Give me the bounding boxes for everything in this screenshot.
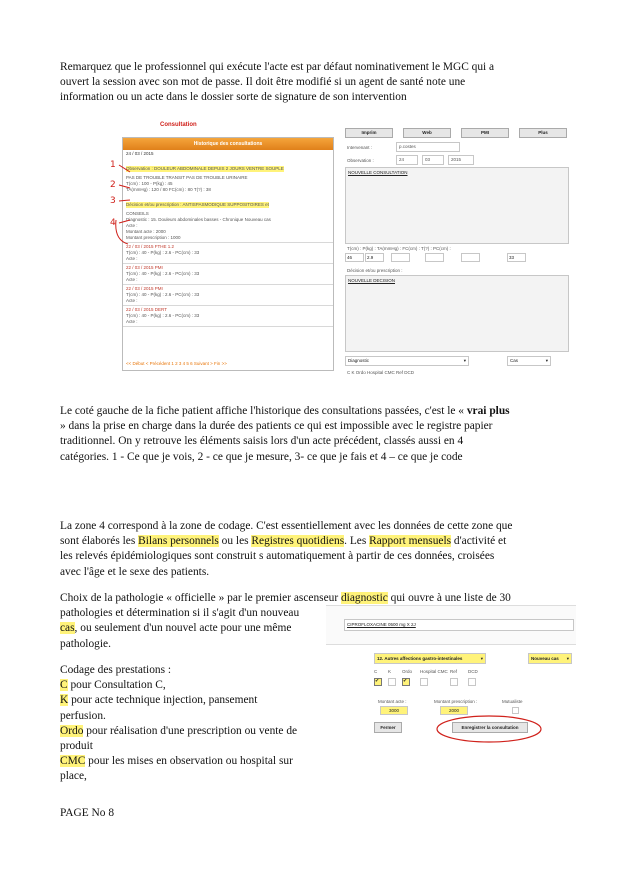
para2-part-a: Le coté gauche de la fiche patient affiche l'historique des consultations passées, c'est le « [60,405,467,417]
codage-title: Codage des prestations : [60,664,172,676]
history-entry-line: Acte : [126,256,138,261]
code-label: C [374,669,378,674]
para3-text: . Les [344,535,370,548]
toolbar-button[interactable]: PMI [461,128,509,138]
history-panel-title: Historique des consultations [123,138,333,150]
date-month[interactable]: 03 [422,155,444,165]
history-entry-line: T(cm) : 40 - P(kg) : 2.6 - PC(cm) : 33 [126,292,200,297]
intro-line-1: Remarquez que le professionnel qui exécute l'acte est par défaut nominativement le MGC qui a [60,61,495,73]
diagnostic-select[interactable] [345,356,469,366]
date-year[interactable]: 2015 [448,155,474,165]
montant-acte-label: Montant acte : [378,699,407,704]
diagnostic-value: 12. Autres affections gastro-intestinales [377,656,463,661]
para2-line-3: traditionnel. On y retrouve les éléments saisis lors d'un acte précédent, classés aussi en 4 [60,435,464,448]
consultation-title: Consultation [160,122,197,128]
annotation-1: 1 [110,160,116,170]
cas-select-value: Cas [510,358,519,363]
codes-row: C K Ordo Hospital CMC Ref DCD [347,370,415,375]
decision-label: Décision et/ou prescription : [347,268,403,273]
para3-text: sont élaborés les [60,535,139,548]
history-entry-line: T(cm) : 40 - P(kg) : 2.6 - PC(cm) : 33 [126,313,200,318]
para2-line-2: » dans la prise en charge dans la durée des patients ce qui est impossible avec le registre papier [60,420,493,433]
code-c: C [60,679,68,692]
vital-input[interactable] [461,253,480,262]
cas-select-2[interactable] [528,653,572,664]
history-entry-line: Acte : [126,319,138,324]
para4-line-4: pathologie. [60,637,111,650]
history-entry-line: Diagnostic : 15. Douleurs abdominales basses - Chronique Nouveau cas [126,217,271,222]
save-consultation-button[interactable]: Enregistrer la consultation [452,722,528,733]
history-entry-line: Observation : DOULEUR ABDOMINALE DEPUIS 2 JOURS VENTRE SOUPLE [126,166,284,171]
para4-text: , ou seulement d'un nouvel acte pour une même [74,622,292,635]
code-label: K [388,669,392,674]
history-panel [122,137,334,371]
vital-input[interactable] [425,253,444,262]
toolbar-button[interactable]: Plus [519,128,567,138]
codage-list [60,663,297,785]
intervenant-label: Intervenant : [347,145,373,150]
toolbar-button[interactable]: Imprim [345,128,393,138]
check-icon: ✔ [375,678,380,684]
chevron-down-icon: ▾ [463,358,466,363]
diagnostic-highlight: diagnostic [340,592,388,604]
history-entry-date[interactable]: 22 / 03 / 2015 DERT [126,307,167,312]
fermer-button[interactable]: Fermer [374,722,402,733]
page-number: PAGE No 8 [60,807,115,819]
code-ordo-text-2: produit [60,740,93,753]
code-k-text-2: perfusion. [60,709,106,722]
code-cmc-text: pour les mises en observation ou hospital sur [85,755,293,768]
code-cmc: CMC [60,755,86,768]
vital-input[interactable]: 33 [507,253,526,262]
code-label: Ref [450,669,458,674]
history-entry [123,243,333,264]
toolbar [345,128,570,140]
code-k: K [60,694,69,707]
para2-line-4: catégories. 1 - Ce que je vois, 2 - ce que je mesure, 3- ce que je fais et 4 – ce que je code [60,450,463,463]
history-pager[interactable]: << Début < Précédent 1 2 3 4 5 6 Suivant > Fin >> [126,361,227,366]
mutualiste-label: Mutualiste [502,699,523,704]
observation-textarea[interactable] [345,167,569,244]
date-day[interactable]: 24 [396,155,418,165]
decision-text: NOUVELLE DECISION [348,278,396,283]
para3-line-3: les relevés épidémiologiques sont construit s automatiquement à partir de ces données, croisées [60,550,495,563]
code-c-text: pour Consultation C, [67,679,166,692]
code-label: Hospital CMC [420,669,448,674]
annotation-3: 3 [110,196,116,206]
cas-highlight: cas [60,622,75,635]
code-label: Ordo [402,669,413,674]
para3-line-4: avec l'âge et le sexe des patients. [60,565,210,578]
history-entry-line: CONSEILS [126,211,149,216]
annotation-4: 4 [110,218,116,228]
history-entry-line: T(cm) : 40 - P(kg) : 2.6 - PC(cm) : 33 [126,250,200,255]
codage-screenshot [326,605,576,775]
history-entry-line: T(cm) : 100 - P(kg) : 45 [126,181,173,186]
para4-text: qui ouvre à une liste de 30 [387,592,511,604]
intervenant-input[interactable]: p.costes [396,142,460,152]
chevron-down-icon: ▾ [545,358,548,363]
observation-text: NOUVELLE CONSULTATION [348,170,408,175]
code-checkbox[interactable] [468,678,476,686]
decision-textarea[interactable] [345,275,569,352]
codes-checkboxes [374,669,534,693]
history-entry [123,264,333,285]
history-entry-line: Montant prescription : 1000 [126,235,181,240]
history-entry-line: Acte : [126,298,138,303]
intro-paragraph [60,60,494,106]
montant-acte-input[interactable]: 3000 [380,706,408,715]
diagnostic-select-value: Diagnostic [348,358,370,363]
observation-label: Observation : [347,158,374,163]
cas-value: Nouveau cas [531,656,559,661]
history-entry-line: Acte : [126,277,138,282]
intro-line-2: ouvert la session avec son mot de passe. Il doit être modifié si un agent de santé note une [60,76,466,89]
diagnostic-select-2[interactable] [374,653,486,664]
annotation-2: 2 [110,180,116,190]
history-entry-line: T(cm) : 40 - P(kg) : 2.6 - PC(cm) : 33 [126,271,200,276]
para3-text: ou les [218,535,252,548]
history-entry [123,285,333,306]
history-entry-date[interactable]: 24 / 03 / 2015 [126,151,154,156]
history-entry [123,306,333,327]
history-entry-date[interactable]: 22 / 03 / 2015 PMI [126,286,163,291]
code-cmc-text-2: place, [60,770,87,783]
history-entry-line: Décision et/ou prescription : ANTISPASMODIQUE SUPPOSITOIRES et [126,202,269,207]
highlight-circle [434,713,544,753]
vital-input[interactable]: 46 [345,253,364,262]
intro-line-3: information ou un acte dans le dossier sorte de signature de son intervention [60,91,407,104]
paragraph-zone-4 [60,519,512,580]
montant-prescription-label: Montant prescription : [434,699,478,704]
vital-input[interactable]: 2.9 [365,253,384,262]
code-checkbox[interactable] [388,678,396,686]
chevron-down-icon: ▾ [480,656,483,661]
code-checkbox[interactable] [402,678,410,686]
consultation-screenshot [110,120,570,380]
vitals-labels: T(cm) : P(kg) : TA(mmHg) : FC(cm) : T(?) : PC(cm) : [347,246,451,251]
code-k-text: pour acte technique injection, pansement [68,694,258,707]
history-entry-date[interactable]: 22 / 03 / 2015 PMI [126,265,163,270]
history-entry-date[interactable]: 22 / 03 / 2015 FTHE 1.2 [126,244,175,249]
rapport-highlight: Rapport mensuels [369,535,452,548]
para3-line-1: La zone 4 correspond à la zone de codage. C'est essentiellement avec les données de cette zone que [60,520,513,532]
para3-text: d'activité et [451,535,507,548]
toolbar-button[interactable]: Web [403,128,451,138]
history-list [123,150,333,327]
history-entry-line: TA(mmHg) : 120 / 80 FC(cm) : 80 T(?) : 38 [126,187,211,192]
para4-line-2: pathologies et détermination si il s'agit d'un nouveau [60,607,300,620]
prescription-field[interactable]: CIPROFLOXACINE 0500 mg X 2J [344,619,574,631]
para2-vrai-plus: vrai plus [466,405,510,417]
code-label: DCD [468,669,478,674]
code-ordo: Ordo [60,724,84,737]
history-entry [123,150,333,243]
code-checkbox[interactable] [450,678,458,686]
history-entry-line: Acte : [126,223,138,228]
vital-input[interactable] [391,253,410,262]
code-checkbox[interactable] [420,678,428,686]
chevron-down-icon: ▾ [566,656,569,661]
para4-text: Choix de la pathologie « officielle » par le premier ascenseur [60,592,341,604]
code-checkbox[interactable] [374,678,382,686]
check-icon: ✔ [403,678,408,684]
registres-highlight: Registres quotidiens [251,535,345,548]
history-entry-line: PAS DE TROUBLE TRANSIT PAS DE TROUBLE URINAIRE [126,175,248,180]
history-entry-line: Montant acte : 2000 [126,229,166,234]
annotation-arrows [110,120,140,260]
bilans-highlight: Bilans personnels [138,535,219,548]
paragraph-history [60,404,510,465]
code-ordo-text: pour réalisation d'une prescription ou vente de [83,724,298,737]
montant-prescription-input[interactable]: 2000 [440,706,468,715]
vitals-row [345,253,570,263]
cas-select[interactable] [507,356,551,366]
